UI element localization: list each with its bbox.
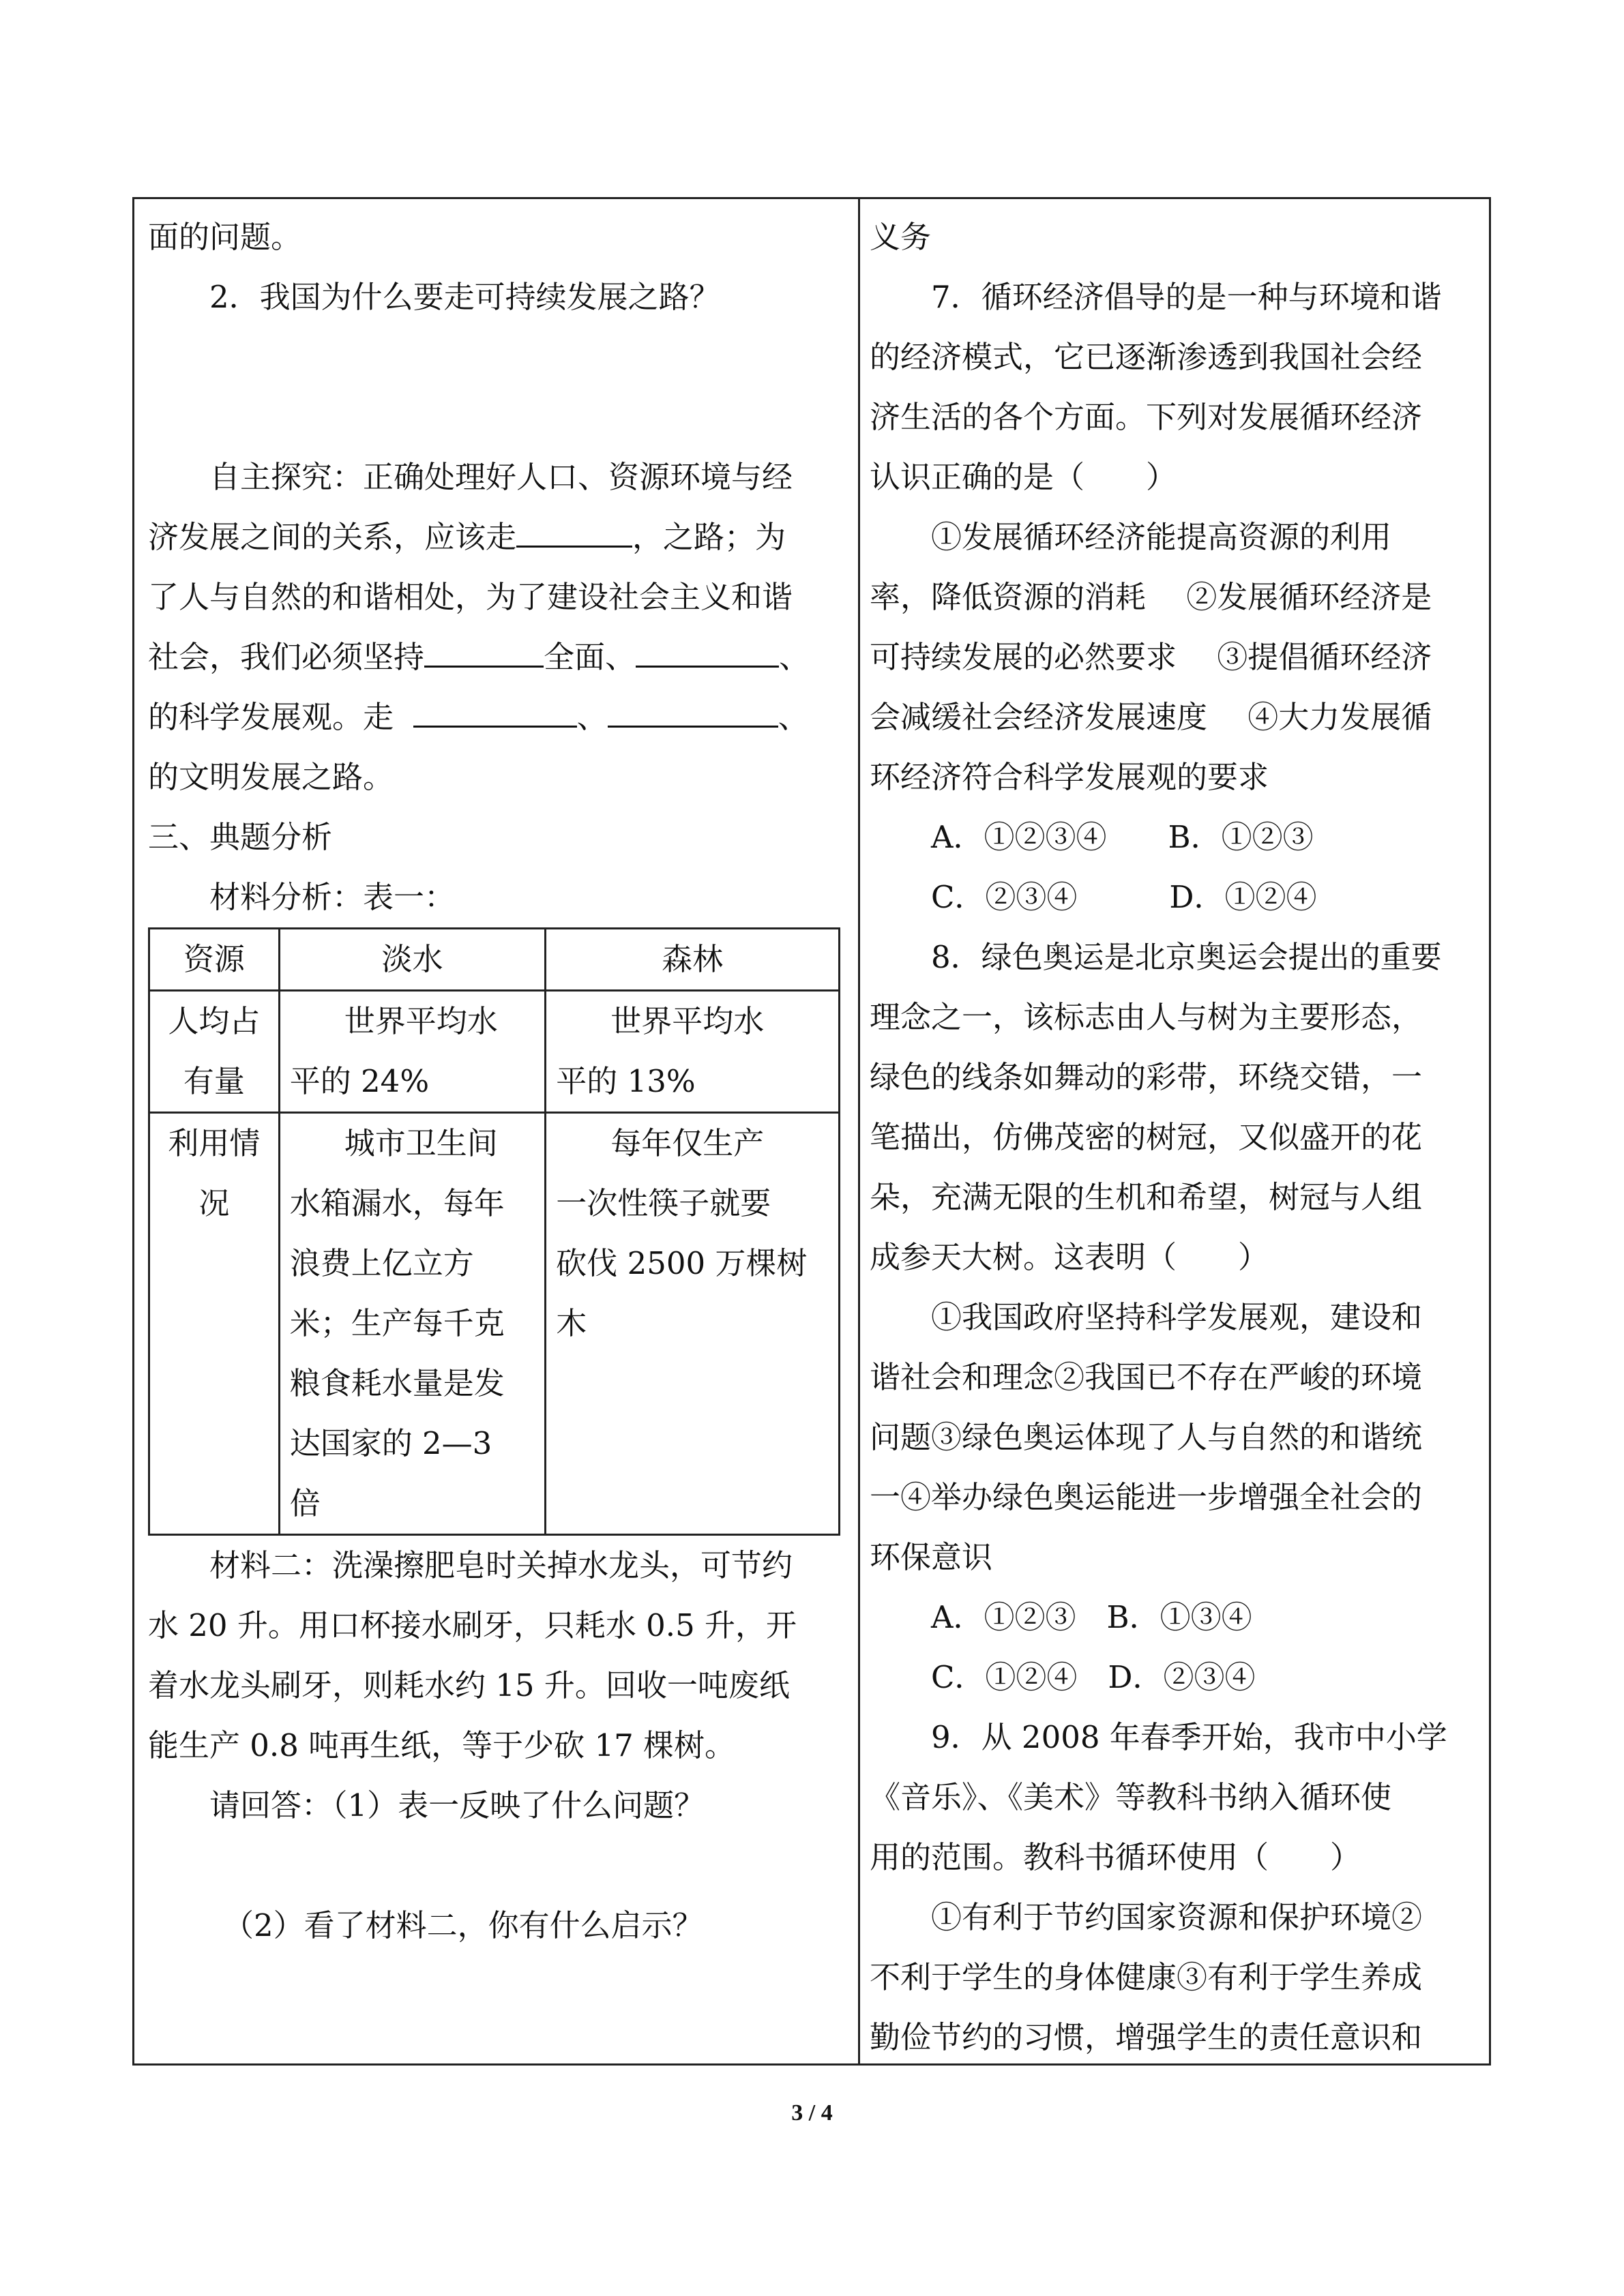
text-segment: ，之路；为 xyxy=(632,519,786,555)
material-label: 材料分析：表一： xyxy=(209,879,456,915)
explore-line: 的文明发展之路。 xyxy=(148,759,394,795)
text-line: 7．循环经济倡导的是一种与环境和谐 xyxy=(931,279,1442,315)
text-line: 一④举办绿色奥运能进一步增强全社会的 xyxy=(870,1479,1423,1515)
text-segment: 、 xyxy=(778,699,809,735)
text-segment: 的科学发展观。走 xyxy=(148,699,394,735)
text-line: 率，降低资源的消耗 ②发展循环经济是 xyxy=(870,579,1432,615)
column-divider xyxy=(858,199,860,2063)
text-line: 理念之一，该标志由人与树为主要形态， xyxy=(870,999,1423,1035)
cell-text: 砍伐 2500 万棵树 xyxy=(556,1245,808,1281)
text-line: 用的范围。教科书循环使用（ ） xyxy=(870,1839,1361,1875)
text-line: 问题③绿色奥运体现了人与自然的和谐统 xyxy=(870,1419,1423,1455)
text-segment: 社会，我们必须坚持 xyxy=(148,639,425,675)
fill-blank[interactable] xyxy=(413,691,577,728)
worksheet-frame xyxy=(132,197,1491,2066)
explore-line xyxy=(148,507,844,567)
right-column xyxy=(870,207,1477,2068)
question-1: 请回答：（1）表一反映了什么问题？ xyxy=(209,1787,705,1823)
text-line: ①有利于节约国家资源和保护环境② xyxy=(931,1899,1423,1935)
page-number: 3 / 4 xyxy=(791,2100,833,2126)
material-2-line: 水 20 升。用口杯接水刷牙，只耗水 0.5 升，开 xyxy=(148,1607,797,1643)
table-row xyxy=(149,991,840,1113)
text-line: 《音乐》、《美术》等教科书纳入循环使 xyxy=(870,1779,1392,1815)
cell-text: 人均占 xyxy=(168,1003,261,1039)
text-line: 可持续发展的必然要求 ③提倡循环经济 xyxy=(870,639,1432,675)
table-cell xyxy=(546,991,840,1113)
material-2-line: 能生产 0.8 吨再生纸，等于少砍 17 棵树。 xyxy=(148,1727,736,1763)
fill-blank[interactable] xyxy=(516,511,632,548)
cell-text: 木 xyxy=(556,1305,587,1341)
text-line: A．①②③ B．①③④ xyxy=(931,1599,1252,1635)
cell-text: 世界平均水 xyxy=(610,1003,765,1039)
fill-blank[interactable] xyxy=(636,631,779,668)
resource-table xyxy=(148,927,840,1536)
text-line: 绿色的线条如舞动的彩带，环绕交错，一 xyxy=(870,1059,1423,1095)
cell-text: 世界平均水 xyxy=(344,1003,498,1039)
cell-text: 况 xyxy=(198,1185,230,1221)
explore-line: 了人与自然的和谐相处，为了建设社会主义和谐 xyxy=(148,579,793,615)
question-2-material: （2）看了材料二，你有什么启示？ xyxy=(223,1907,703,1943)
text-line: 朵，充满无限的生机和希望，树冠与人组 xyxy=(870,1179,1423,1215)
text-line: 面的问题。 xyxy=(148,219,302,255)
text-line: 8．绿色奥运是北京奥运会提出的重要 xyxy=(931,939,1442,975)
cell-text: 利用情 xyxy=(168,1125,261,1161)
text-segment: 全面、 xyxy=(544,639,636,675)
text-segment: 济发展之间的关系，应该走 xyxy=(148,519,517,555)
table-row xyxy=(149,1113,840,1535)
explore-line xyxy=(148,627,844,687)
table-cell xyxy=(149,991,280,1113)
cell-text: 粮食耗水量是发 xyxy=(289,1365,505,1401)
explore-line xyxy=(148,687,844,747)
text-line: 环经济符合科学发展观的要求 xyxy=(870,759,1269,795)
table-cell xyxy=(279,991,546,1113)
cell-text: 水箱漏水，每年 xyxy=(289,1185,505,1221)
cell-text: 每年仅生产 xyxy=(610,1125,765,1161)
fill-blank[interactable] xyxy=(424,631,544,668)
cell-text: 平的 24% xyxy=(289,1063,430,1099)
text-segment: 、 xyxy=(576,699,608,735)
table-header-cell: 资源 xyxy=(149,929,280,991)
cell-text: 米；生产每千克 xyxy=(289,1305,505,1341)
text-line: 的经济模式，它已逐渐渗透到我国社会经 xyxy=(870,339,1423,375)
text-line: C．①②④ D．②③④ xyxy=(931,1659,1256,1695)
question-2: 2．我国为什么要走可持续发展之路？ xyxy=(209,279,720,315)
text-line: ①发展循环经济能提高资源的利用 xyxy=(931,519,1392,555)
table-header-cell: 森林 xyxy=(546,929,840,991)
text-line: A．①②③④ B．①②③ xyxy=(931,819,1314,855)
text-line: 笔描出，仿佛茂密的树冠，又似盛开的花 xyxy=(870,1119,1423,1155)
material-2-line: 材料二：洗澡擦肥皂时关掉水龙头，可节约 xyxy=(209,1547,793,1583)
text-line: 会减缓社会经济发展速度 ④大力发展循 xyxy=(870,699,1432,735)
text-line: 成参天大树。这表明（ ） xyxy=(870,1239,1269,1275)
section-heading: 三、典题分析 xyxy=(148,819,333,855)
table-header-cell: 淡水 xyxy=(279,929,546,991)
fill-blank[interactable] xyxy=(608,691,778,728)
cell-text: 有量 xyxy=(183,1063,245,1099)
material-2-line: 着水龙头刷牙，则耗水约 15 升。回收一吨废纸 xyxy=(148,1667,790,1703)
text-line: 谐社会和理念②我国已不存在严峻的环境 xyxy=(870,1359,1423,1395)
text-line: C．②③④ D．①②④ xyxy=(931,879,1317,915)
text-line: 环保意识 xyxy=(870,1539,993,1575)
cell-text: 浪费上亿立方 xyxy=(289,1245,474,1281)
text-line: ①我国政府坚持科学发展观，建设和 xyxy=(931,1299,1423,1335)
text-line: 认识正确的是（ ） xyxy=(870,459,1177,495)
text-line: 义务 xyxy=(870,219,932,255)
left-column xyxy=(148,207,844,1956)
table-cell xyxy=(149,1113,280,1535)
cell-text: 倍 xyxy=(289,1485,321,1521)
answer-space xyxy=(148,1836,844,1896)
cell-text: 平的 13% xyxy=(556,1063,696,1099)
explore-line: 自主探究：正确处理好人口、资源环境与经 xyxy=(209,459,793,495)
answer-space xyxy=(148,327,844,447)
text-segment: 、 xyxy=(779,639,810,675)
cell-text: 一次性筷子就要 xyxy=(556,1185,771,1221)
text-line: 不利于学生的身体健康③有利于学生养成 xyxy=(870,1959,1423,1995)
text-line: 9．从 2008 年春季开始，我市中小学 xyxy=(931,1719,1447,1755)
table-cell xyxy=(546,1113,840,1535)
cell-text: 城市卫生间 xyxy=(344,1125,498,1161)
text-line: 济生活的各个方面。下列对发展循环经济 xyxy=(870,399,1423,435)
cell-text: 达国家的 2—3 xyxy=(289,1425,492,1461)
text-line: 勤俭节约的习惯，增强学生的责任意识和 xyxy=(870,2019,1423,2055)
table-cell xyxy=(279,1113,546,1535)
table-row xyxy=(149,929,840,991)
